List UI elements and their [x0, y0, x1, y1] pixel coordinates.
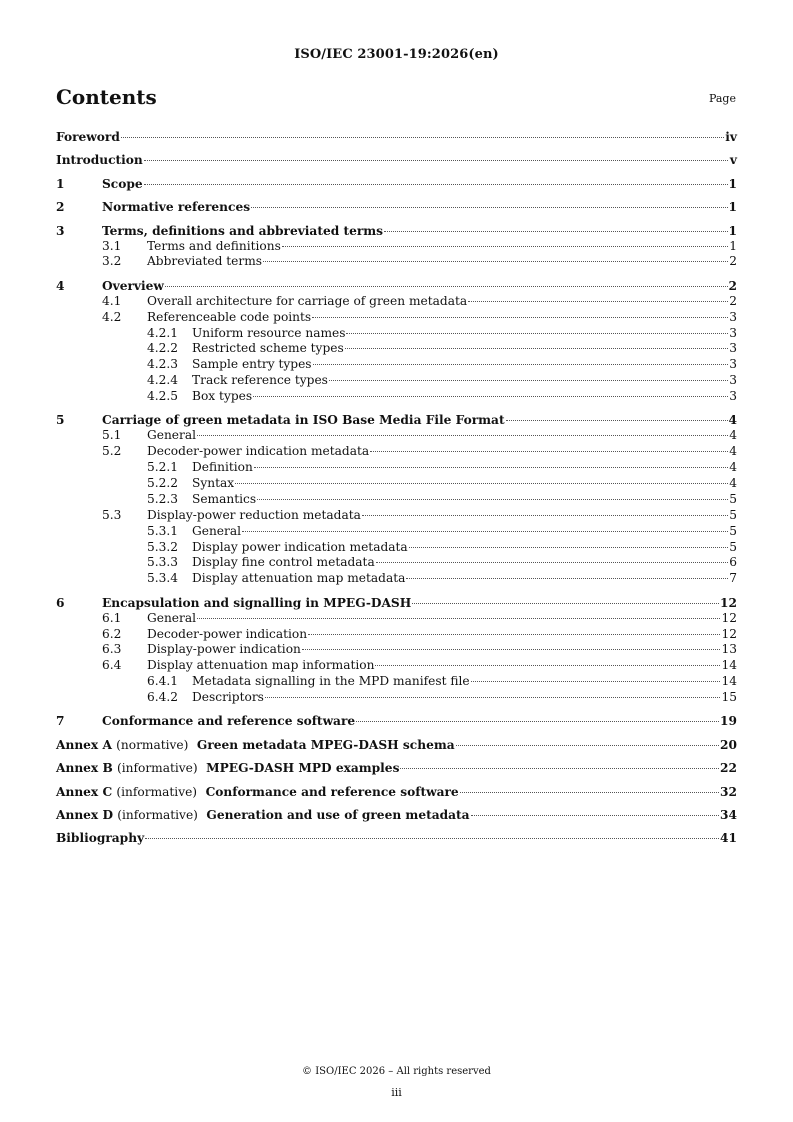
toc-entry[interactable]	[56, 784, 737, 800]
toc-entry-number: 4.1	[102, 293, 122, 308]
toc-entry-number: 5.3	[102, 507, 122, 522]
toc-dot-leader	[412, 603, 719, 604]
toc-dot-leader	[254, 467, 728, 468]
toc-annex-label: Annex D	[56, 807, 114, 822]
toc-dot-leader	[251, 207, 727, 208]
toc-entry-title: Decoder-power indication	[147, 626, 308, 641]
toc-entry-page: 5	[729, 523, 737, 538]
toc-entry-page: 4	[729, 476, 737, 491]
toc-entry-number: 5.3.3	[147, 555, 179, 570]
toc-dot-leader	[384, 231, 727, 232]
toc-entry[interactable]	[56, 239, 737, 255]
toc-dot-leader	[400, 768, 719, 769]
toc-dot-leader	[362, 515, 728, 516]
toc-dot-leader	[197, 435, 728, 436]
toc-entry[interactable]	[56, 658, 737, 674]
toc-entry-number: 3.2	[102, 254, 122, 269]
toc-entry-page: 2	[728, 278, 737, 293]
toc-dot-leader	[471, 815, 719, 816]
table-of-contents	[56, 129, 737, 846]
toc-dot-leader	[235, 483, 728, 484]
toc-entry-page: 20	[720, 737, 737, 752]
toc-entry-page: 15	[721, 690, 737, 705]
toc-entry-title: Introduction	[56, 153, 143, 168]
toc-entry-title: Box types	[192, 389, 253, 404]
toc-entry-page: 12	[720, 595, 737, 610]
toc-entry-number: 6	[56, 595, 65, 610]
toc-entry-number: 5.1	[102, 428, 122, 443]
toc-entry-page: 22	[720, 761, 737, 776]
toc-entry-title: Conformance and reference software	[205, 784, 459, 799]
toc-entry[interactable]	[56, 508, 737, 524]
toc-entry-page: 3	[729, 389, 737, 404]
toc-entry[interactable]	[56, 713, 737, 729]
toc-entry-number: 6.1	[102, 610, 122, 625]
toc-entry-title: Overall architecture for carriage of green metadata	[147, 293, 468, 308]
toc-entry-title: Restricted scheme types	[192, 341, 344, 356]
toc-entry-title: Foreword	[56, 130, 120, 144]
toc-annex-type: (normative)	[116, 737, 189, 752]
toc-entry-page: iv	[725, 130, 737, 144]
toc-dot-leader	[263, 261, 728, 262]
toc-entry-number: 3.1	[102, 238, 122, 253]
toc-dot-leader	[308, 634, 720, 635]
toc-entry-number: 4.2.3	[147, 357, 179, 372]
toc-entry-number: 4.2.2	[147, 341, 179, 356]
toc-entry-page: 3	[729, 309, 737, 324]
toc-entry-page: 6	[729, 555, 737, 570]
toc-dot-leader	[144, 160, 728, 161]
toc-entry-page: 14	[721, 658, 737, 673]
toc-entry-title: Display attenuation map information	[147, 658, 375, 673]
toc-dot-leader	[375, 665, 720, 666]
toc-entry[interactable]	[56, 254, 737, 270]
toc-entry-title: Terms, definitions and abbreviated terms	[102, 223, 384, 238]
toc-entry-page: 2	[729, 254, 737, 269]
toc-entry-number: 1	[56, 176, 65, 191]
toc-entry-title: Scope	[102, 176, 143, 191]
toc-dot-leader	[121, 137, 724, 138]
toc-entry[interactable]	[56, 540, 737, 556]
toc-entry-page: 3	[729, 325, 737, 340]
toc-dot-leader	[165, 286, 728, 287]
toc-entry-number: 4.2	[102, 309, 122, 324]
toc-annex-type: (informative)	[117, 761, 198, 776]
toc-entry[interactable]	[56, 555, 737, 571]
toc-entry-page: 12	[721, 610, 737, 625]
toc-entry-number: 5.2.3	[147, 491, 179, 506]
toc-entry-page: 3	[729, 357, 737, 372]
toc-entry-page: 19	[720, 714, 737, 729]
toc-entry-title: Carriage of green metadata in ISO Base Media File Format	[102, 413, 505, 428]
toc-entry-title: MPEG-DASH MPD examples	[206, 761, 400, 776]
toc-entry-title: Referenceable code points	[147, 309, 312, 324]
toc-entry-number: 6.4	[102, 658, 122, 673]
toc-entry[interactable]	[56, 176, 737, 192]
toc-entry[interactable]	[56, 460, 737, 476]
toc-dot-leader	[506, 420, 728, 421]
toc-entry-number: 4.2.5	[147, 389, 179, 404]
toc-entry-number: 4.2.4	[147, 373, 179, 388]
toc-entry[interactable]	[56, 152, 737, 168]
toc-entry-page: 1	[728, 223, 737, 238]
toc-entry-page: 32	[720, 784, 737, 799]
toc-entry-page: 14	[721, 674, 737, 689]
toc-entry[interactable]	[56, 310, 737, 326]
toc-entry[interactable]	[56, 595, 737, 611]
toc-entry-title: Syntax	[192, 476, 235, 491]
toc-entry[interactable]	[56, 412, 737, 428]
toc-entry-title: Uniform resource names	[192, 325, 346, 340]
toc-dot-leader	[460, 792, 719, 793]
toc-entry-title: Abbreviated terms	[147, 254, 263, 269]
toc-entry[interactable]	[56, 326, 737, 342]
toc-dot-leader	[282, 246, 728, 247]
toc-entry-page: 2	[729, 293, 737, 308]
toc-entry-number: 4	[56, 278, 65, 293]
toc-entry-title: Display fine control metadata	[192, 555, 375, 570]
toc-dot-leader	[409, 547, 728, 548]
toc-entry-page: 4	[729, 460, 737, 475]
toc-dot-leader	[345, 348, 728, 349]
toc-dot-leader	[197, 618, 720, 619]
toc-dot-leader	[370, 451, 728, 452]
toc-entry[interactable]	[56, 611, 737, 627]
toc-dot-leader	[144, 184, 728, 185]
toc-annex-type: (informative)	[117, 807, 198, 822]
contents-heading: Contents	[56, 85, 157, 109]
toc-entry-title: General	[147, 610, 196, 625]
toc-entry-number: 6.4.2	[147, 690, 179, 705]
toc-annex-label: Annex B	[56, 761, 113, 776]
toc-dot-leader	[313, 364, 728, 365]
toc-entry-page: 13	[721, 642, 737, 657]
toc-entry[interactable]	[56, 737, 737, 753]
toc-dot-leader	[302, 649, 721, 650]
toc-dot-leader	[329, 380, 728, 381]
toc-entry-page: 41	[720, 831, 737, 846]
toc-entry[interactable]	[56, 129, 737, 145]
toc-entry-page: 1	[728, 176, 737, 191]
toc-annex-label: Annex C	[56, 784, 113, 799]
toc-entry-number: 5.3.2	[147, 539, 179, 554]
toc-entry[interactable]	[56, 690, 737, 706]
toc-entry-title: Display attenuation map metadata	[192, 571, 406, 586]
toc-entry-number: 7	[56, 714, 65, 729]
toc-entry[interactable]	[56, 223, 737, 239]
toc-entry-title: Decoder-power indication metadata	[147, 444, 370, 459]
toc-dot-leader	[356, 721, 719, 722]
toc-entry[interactable]	[56, 389, 737, 405]
toc-entry-page: 12	[721, 626, 737, 641]
toc-entry[interactable]	[56, 373, 737, 389]
toc-entry[interactable]	[56, 341, 737, 357]
toc-dot-leader	[253, 396, 728, 397]
toc-entry[interactable]	[56, 674, 737, 690]
toc-entry-number: 2	[56, 200, 65, 215]
toc-entry-title: Normative references	[102, 200, 251, 215]
toc-entry-title: Metadata signalling in the MPD manifest file	[192, 674, 470, 689]
toc-dot-leader	[406, 578, 728, 579]
toc-entry-page: 1	[729, 238, 737, 253]
toc-entry-page: 5	[729, 491, 737, 506]
toc-entry-page: 1	[728, 200, 737, 215]
page-number: iii	[391, 1086, 402, 1099]
toc-entry[interactable]	[56, 444, 737, 460]
toc-dot-leader	[265, 697, 721, 698]
toc-entry-title: Display power indication metadata	[192, 539, 408, 554]
toc-entry[interactable]	[56, 760, 737, 776]
toc-entry-number: 6.4.1	[147, 674, 179, 689]
toc-entry-page: 3	[729, 373, 737, 388]
toc-entry-number: 5.2.2	[147, 476, 179, 491]
toc-annex-type: (informative)	[116, 784, 198, 799]
toc-entry-page: 7	[729, 571, 737, 586]
toc-entry-title: Terms and definitions	[147, 238, 281, 253]
toc-entry-number: 6.2	[102, 626, 122, 641]
toc-entry-page: v	[729, 153, 737, 168]
toc-entry-title: Descriptors	[192, 690, 264, 705]
toc-entry-title: Definition	[192, 460, 253, 475]
toc-entry-number: 6.3	[102, 642, 122, 657]
toc-entry[interactable]	[56, 428, 737, 444]
toc-entry-title: Encapsulation and signalling in MPEG-DASH	[102, 595, 412, 610]
toc-dot-leader	[468, 301, 728, 302]
toc-dot-leader	[346, 333, 728, 334]
toc-entry[interactable]	[56, 642, 737, 658]
toc-dot-leader	[376, 562, 728, 563]
toc-entry-title: Sample entry types	[192, 357, 312, 372]
toc-dot-leader	[145, 838, 719, 839]
toc-dot-leader	[456, 745, 719, 746]
toc-entry-page: 4	[729, 428, 737, 443]
toc-entry-number: 5.2	[102, 444, 122, 459]
document-identifier: ISO/IEC 23001-19:2026(en)	[294, 47, 499, 62]
toc-entry-page: 4	[728, 413, 737, 428]
toc-entry-title: Display-power reduction metadata	[147, 507, 361, 522]
toc-entry-page: 3	[729, 341, 737, 356]
toc-entry-page: 34	[720, 807, 737, 822]
toc-annex-label: Annex A	[56, 737, 112, 752]
toc-entry-title: Green metadata MPEG-DASH schema	[196, 737, 455, 752]
toc-entry-number: 5.3.1	[147, 523, 179, 538]
toc-dot-leader	[257, 499, 728, 500]
toc-entry[interactable]	[56, 627, 737, 643]
toc-entry[interactable]	[56, 571, 737, 587]
toc-entry-title: Bibliography	[56, 831, 145, 846]
toc-entry[interactable]	[56, 357, 737, 373]
toc-entry-title: Overview	[102, 278, 164, 293]
toc-entry-page: 4	[729, 444, 737, 459]
toc-entry[interactable]	[56, 807, 737, 823]
page-column-label: Page	[708, 92, 736, 105]
toc-entry-title: Track reference types	[192, 373, 328, 388]
toc-entry[interactable]	[56, 278, 737, 294]
toc-entry-number: 4.2.1	[147, 325, 179, 340]
toc-entry-title: Conformance and reference software	[102, 714, 356, 729]
toc-entry-number: 5.3.4	[147, 571, 179, 586]
toc-entry-title: General	[147, 428, 196, 443]
toc-dot-leader	[242, 531, 728, 532]
toc-entry-title: Display-power indication	[147, 642, 301, 657]
toc-entry-title: Generation and use of green metadata	[206, 807, 470, 822]
toc-entry[interactable]	[56, 476, 737, 492]
toc-entry-page: 5	[729, 539, 737, 554]
toc-entry[interactable]	[56, 294, 737, 310]
toc-dot-leader	[312, 317, 728, 318]
toc-entry-number: 5.2.1	[147, 460, 179, 475]
toc-entry-number: 3	[56, 223, 65, 238]
toc-entry[interactable]	[56, 199, 737, 215]
toc-entry-title: Semantics	[192, 491, 257, 506]
toc-entry-page: 5	[729, 507, 737, 522]
toc-entry[interactable]	[56, 524, 737, 540]
toc-entry[interactable]	[56, 492, 737, 508]
toc-entry[interactable]	[56, 830, 737, 846]
toc-entry-number: 5	[56, 413, 65, 428]
toc-dot-leader	[471, 681, 721, 682]
toc-entry-title: General	[192, 523, 241, 538]
copyright-notice: © ISO/IEC 2026 – All rights reserved	[302, 1066, 491, 1077]
